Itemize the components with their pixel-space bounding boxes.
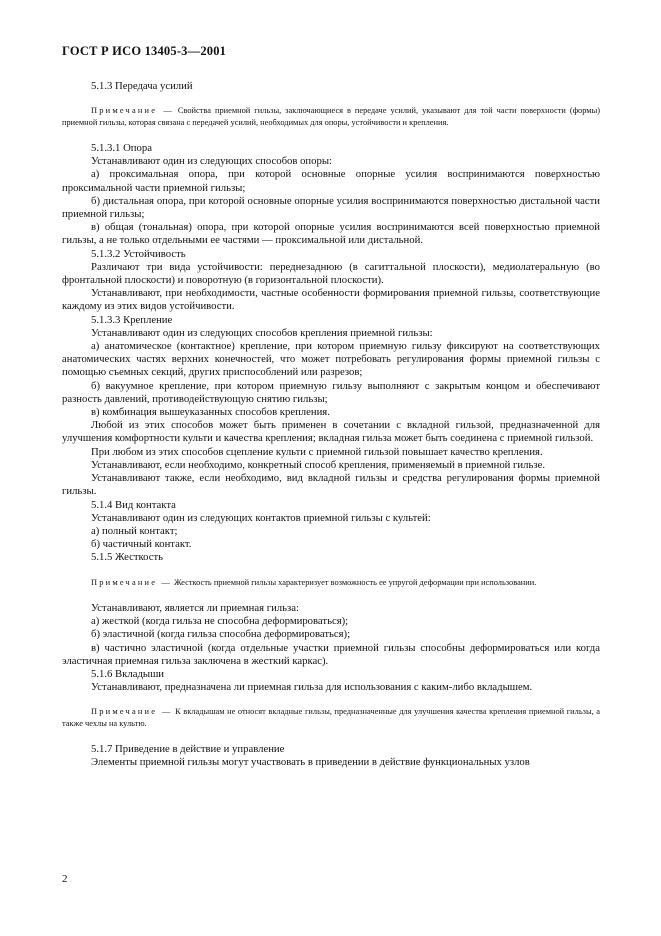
paragraph: Элементы приемной гильзы могут участвовать в приведении в действие функциональных узлов [91, 756, 530, 769]
note-3: Примечание — К вкладышам не относят вкладные гильзы, предназначенные для улучшения качества крепления приемной гильзы, а также чехлы на культю. [62, 707, 600, 728]
list-item: б) вакуумное крепление, при котором приемную гильзу выполняют с закрытым концом и обеспечивают разность давлений, противодействующую снятию гильзы; [62, 379, 600, 405]
paragraph: Устанавливают, если необходимо, конкретный способ крепления, применяемый в приемной гильзе. [91, 458, 546, 471]
list-item: а) жесткой (когда гильза не способна деформироваться); [91, 615, 349, 628]
list-item: в) частично эластичной (когда отдельные участки приемной гильзы способны деформироваться или когда эластичная приемная гильза заключена в жесткий каркас). [62, 641, 600, 667]
section-heading: 5.1.6 Вкладыши [91, 667, 165, 680]
section-heading: 5.1.3.2 Устойчивость [91, 247, 186, 260]
section-heading: 5.1.4 Вид контакта [91, 498, 176, 511]
note-label: Примечание — [91, 577, 173, 587]
note-2: Примечание — Жесткость приемной гильзы характеризует возможность ее упругой деформации при использовании. [91, 577, 537, 587]
list-item: а) проксимальная опора, при которой основные опорные усилия воспринимаются поверхностью проксимальной части приемной гильзы; [62, 168, 600, 194]
section-heading: 5.1.3.1 Опора [91, 142, 152, 155]
list-item: а) анатомическое (контактное) крепление, при котором приемную гильзу фиксируют на соответствующих анатомических частях верхних конечностей, что может потребовать регулирования формы приемной гильзы с помощью съемных секций, других приспособлений или разрезов; [62, 340, 600, 379]
section-heading: 5.1.5 Жесткость [91, 551, 164, 564]
paragraph: Устанавливают, при необходимости, частные особенности формирования приемной гильзы, соответствующие каждому из этих видов устойчивости. [62, 287, 600, 313]
paragraph: Устанавливают один из следующих способов опоры: [91, 155, 332, 168]
paragraph: Устанавливают, предназначена ли приемная гильза для использования с каким-либо вкладышем. [91, 681, 533, 694]
list-item: в) общая (тональная) опора, при которой опорные усилия воспринимаются всей поверхностью приемной гильзы, а не только отдельными ее частями — проксимальной или дистальной. [62, 221, 600, 247]
paragraph: Устанавливают, является ли приемная гильза: [91, 601, 299, 614]
note-1: Примечание — Свойства приемной гильзы, заключающиеся в передаче усилий, указывают для той части поверхности (формы) приемной гильзы, которая связана с передачей усилий, необходимых для опоры, устойчивости и крепления. [62, 106, 601, 127]
list-item: а) полный контакт; [91, 524, 178, 537]
section-heading: 5.1.3.3 Крепление [91, 313, 173, 326]
list-item: б) частичный контакт. [91, 538, 192, 551]
list-item: б) дистальная опора, при которой основные опорные усилия воспринимаются поверхностью дистальной части приемной гильзы; [62, 194, 600, 221]
document-header: ГОСТ Р ИСО 13405-3—2001 [62, 44, 227, 58]
paragraph: Устанавливают один из следующих способов крепления приемной гильзы: [91, 326, 433, 339]
paragraph: При любом из этих способов сцепление культи с приемной гильзой повышает качество крепления. [91, 445, 543, 458]
list-item: б) эластичной (когда гильза способна деформироваться); [91, 628, 351, 641]
section-heading: 5.1.3 Передача усилий [91, 80, 193, 92]
note-label: Примечание — [91, 707, 173, 717]
page-number: 2 [62, 873, 68, 885]
paragraph: Различают три вида устойчивости: переднезаднюю (в сагиттальной плоскости), медиолатеральную (во фронтальной плоскости) и поворотную (в горизонтальной плоскости). [62, 260, 600, 287]
document-body [62, 80, 600, 770]
list-item: в) комбинация вышеуказанных способов крепления. [91, 406, 330, 419]
section-heading: 5.1.7 Приведение в действие и управление [91, 743, 285, 756]
paragraph: Устанавливают один из следующих контактов приемной гильзы с культей: [91, 511, 431, 524]
paragraph: Устанавливают также, если необходимо, вид вкладной гильзы и средства регулирования формы приемной гильзы. [62, 472, 600, 498]
note-label: Примечание — [91, 106, 174, 116]
paragraph: Любой из этих способов может быть применен в сочетании с вкладной гильзой, предназначенной для улучшения комфортности культи и качества крепления; вкладная гильза может быть соединена с приемной гильзой. [62, 419, 600, 445]
